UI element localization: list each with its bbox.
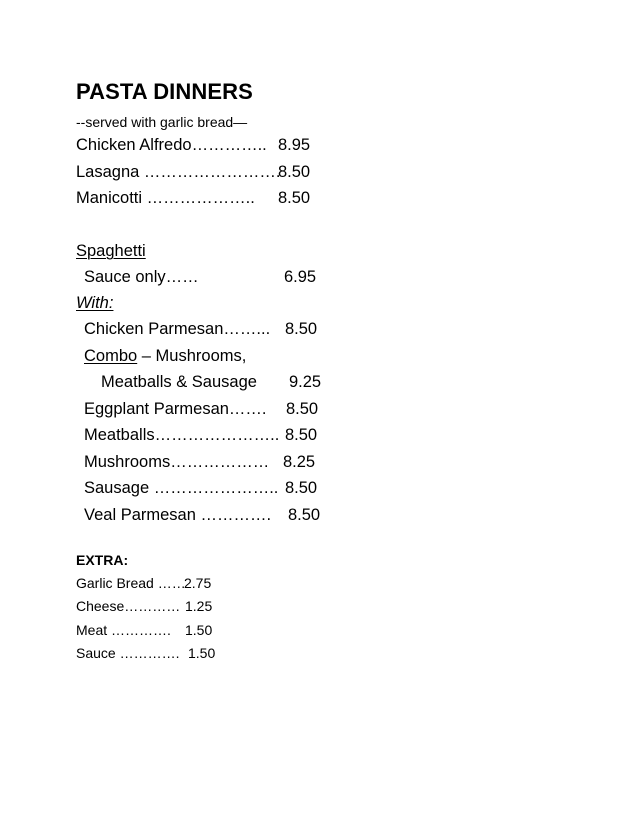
spaghetti-combo-rest: – Mushrooms, bbox=[137, 347, 247, 365]
spaghetti-chicken-parmesan-label: Chicken Parmesan……... bbox=[84, 320, 271, 338]
spaghetti-sausage-price: 8.50 bbox=[285, 479, 318, 497]
dinner-lasagna-price: 8.50 bbox=[278, 163, 311, 181]
dinner-chicken-alfredo-label: Chicken Alfredo………….. bbox=[76, 136, 267, 154]
spaghetti-eggplant-price: 8.50 bbox=[286, 400, 319, 418]
spaghetti-sauce-only-label: Sauce only…… bbox=[84, 268, 199, 286]
spaghetti-veal-label: Veal Parmesan …………. bbox=[84, 506, 272, 524]
extra-cheese-label: Cheese………… bbox=[76, 598, 181, 614]
spaghetti-meatballs-label: Meatballs………………….. bbox=[84, 426, 280, 444]
extra-garlic-bread-label: Garlic Bread …… bbox=[76, 575, 186, 591]
spaghetti-with-label: With: bbox=[76, 294, 114, 312]
spaghetti-combo-line bbox=[84, 348, 246, 365]
dinner-manicotti-price: 8.50 bbox=[278, 189, 311, 207]
spaghetti-meatballs-price: 8.50 bbox=[285, 426, 318, 444]
dinner-lasagna-label: Lasagna ……………………. bbox=[76, 163, 281, 181]
spaghetti-chicken-parmesan-price: 8.50 bbox=[285, 320, 318, 338]
extra-meat-label: Meat …………. bbox=[76, 622, 171, 638]
extra-sauce-price: 1.50 bbox=[188, 645, 216, 661]
extra-sauce-label: Sauce …………. bbox=[76, 645, 180, 661]
menu-subtitle: --served with garlic bread— bbox=[76, 114, 248, 130]
dinner-manicotti-label: Manicotti ……………….. bbox=[76, 189, 255, 207]
menu-title: PASTA DINNERS bbox=[76, 79, 253, 104]
spaghetti-combo-price: 9.25 bbox=[289, 373, 322, 391]
spaghetti-veal-price: 8.50 bbox=[288, 506, 321, 524]
extra-garlic-bread-price: 2.75 bbox=[184, 575, 212, 591]
dinner-chicken-alfredo-price: 8.95 bbox=[278, 136, 311, 154]
extra-meat-price: 1.50 bbox=[185, 622, 213, 638]
spaghetti-sausage-label: Sausage ………………….. bbox=[84, 479, 279, 497]
spaghetti-combo-line2: Meatballs & Sausage bbox=[101, 373, 257, 391]
extra-cheese-price: 1.25 bbox=[185, 598, 213, 614]
spaghetti-mushrooms-price: 8.25 bbox=[283, 453, 316, 471]
spaghetti-mushrooms-label: Mushrooms……………… bbox=[84, 453, 270, 471]
spaghetti-combo-name: Combo bbox=[84, 347, 138, 365]
spaghetti-eggplant-label: Eggplant Parmesan……. bbox=[84, 400, 267, 418]
spaghetti-heading: Spaghetti bbox=[76, 242, 146, 260]
spaghetti-sauce-only-price: 6.95 bbox=[284, 268, 317, 286]
extra-heading: EXTRA: bbox=[76, 552, 129, 568]
